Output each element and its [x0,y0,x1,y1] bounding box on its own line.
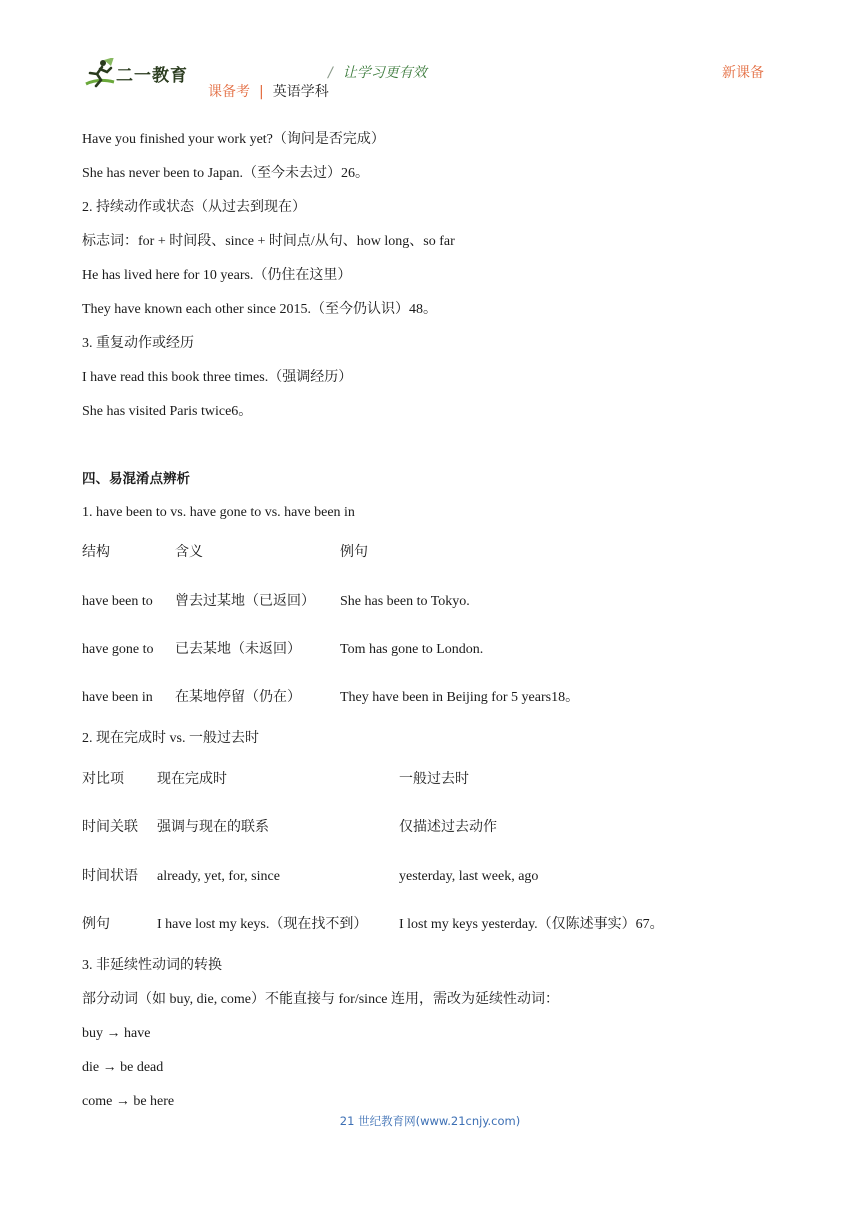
text-line: 2. 持续动作或状态（从过去到现在） [82,200,306,215]
slogan [328,62,427,82]
table-cell: 仅描述过去动作 [399,820,497,835]
table-cell: I lost my keys yesterday.（仅陈述事实）67。 [399,917,664,932]
section-heading: 四、易混淆点辨析 [82,471,190,487]
logo [84,58,194,90]
slogan-text: 让学习更有效 [342,65,427,81]
subsection-title: 3. 非延续性动词的转换 [82,958,222,973]
conversion-item: buy → have [82,1026,151,1041]
subject-name: 英语学科 [272,84,329,100]
subsection-title: 2. 现在完成时 vs. 一般过去时 [82,731,259,746]
conversion-item: come → be here [82,1094,175,1109]
slogan-slash: / [328,65,333,81]
logo-text: 二一教育 [116,66,188,86]
table-cell: 在某地停留（仍在） [175,690,301,705]
header-tag: 新课备 [722,65,764,81]
table-header: 含义 [175,545,203,560]
table-cell: They have been in Beijing for 5 years18。 [340,690,580,705]
subject-separator: | [259,84,264,100]
subject-prefix: 课备考 [208,84,250,100]
table-cell: She has been to Tokyo. [340,594,470,609]
table-cell: 已去某地（未返回） [175,642,301,657]
table-header: 例句 [340,545,368,560]
text-line: 3. 重复动作或经历 [82,336,194,351]
table-cell: 时间关联 [82,820,138,835]
table-header: 现在完成时 [157,772,227,787]
text-line: She has never been to Japan.（至今未去过）26。 [82,166,369,181]
table-header: 一般过去时 [399,772,469,787]
subsection-title: 1. have been to vs. have gone to vs. have been in [82,505,355,520]
table-cell: 曾去过某地（已返回） [175,594,315,609]
table-header: 对比项 [82,772,124,787]
table-cell: yesterday, last week, ago [399,869,539,884]
text-line: Have you finished your work yet?（询问是否完成） [82,132,385,147]
table-cell: 强调与现在的联系 [157,820,269,835]
table-cell: have been to [82,594,153,609]
table-cell: 时间状语 [82,869,138,884]
table-cell: I have lost my keys.（现在找不到） [157,917,368,932]
page-header [0,0,860,110]
text-line: 部分动词（如 buy, die, come）不能直接与 for/since 连用，需改为延续性动词： [82,992,559,1007]
text-line: I have read this book three times.（强调经历） [82,370,353,385]
conversion-item: die → be dead [82,1060,164,1075]
table-cell: already, yet, for, since [157,869,280,884]
text-line: He has lived here for 10 years.（仍住在这里） [82,268,352,283]
table-cell: 例句 [82,917,110,932]
text-line: She has visited Paris twice6。 [82,404,253,419]
footer-link[interactable]: 21 世纪教育网(www.21cnjy.com) [339,1114,521,1128]
table-header: 结构 [82,545,110,560]
table-cell: have been in [82,690,153,705]
table-cell: Tom has gone to London. [340,642,484,657]
text-line: 标志词：for + 时间段、since + 时间点/从句、how long、so far [82,234,455,249]
table-cell: have gone to [82,642,154,657]
runner-logo-icon [84,58,118,90]
text-line: They have known each other since 2015.（至今仍认识）48。 [82,302,437,317]
subject-label [208,81,329,101]
